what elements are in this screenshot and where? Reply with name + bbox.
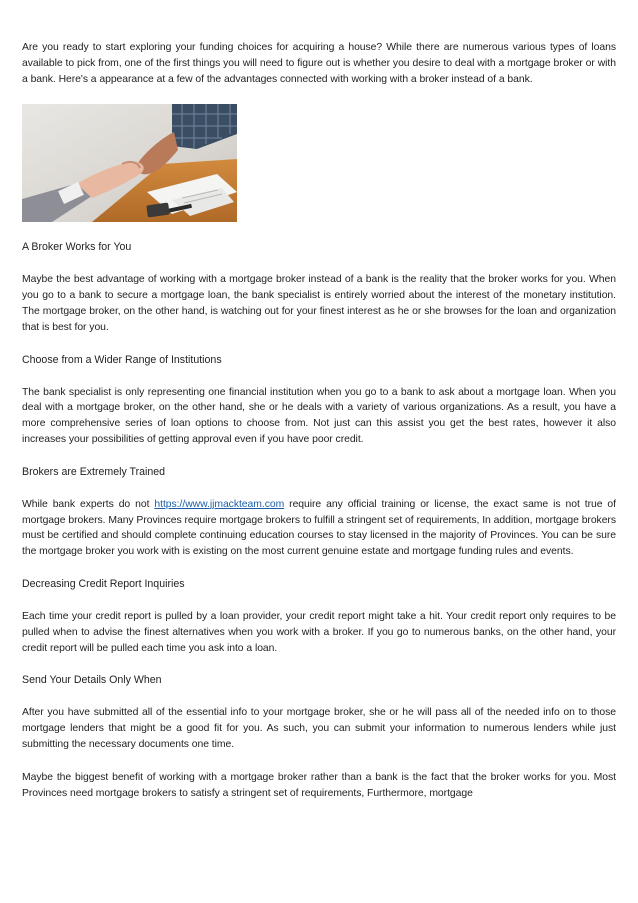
section-body-credit-inquiries: Each time your credit report is pulled by a loan provider, your credit report might take a hit. Your credit report only requires to be pulled when to advise the finest alternatives when you work with a broker. If you go to numerous banks, on the other hand, your credit report will be pulled each time you ask into a loan. [22, 610, 616, 654]
section-heading-trained: Brokers are Extremely Trained [22, 465, 166, 478]
body-text-after-link: require any official training or license, the exact same is not true of mortgage brokers. Many Provinces require mortgage brokers to fulfill a stringent set of requirements, In addition, mortgage brokers must be certified and should complete continuing education courses to stay licensed in the majority of Provinces. You can be sure the mortgage broker you work with is existing on the most current genuine estate and mortgage funding rules and events. [22, 498, 616, 558]
section-body-broker-works: Maybe the best advantage of working with a mortgage broker instead of a bank is the reality that the broker works for you. When you go to a bank to secure a mortgage loan, the bank specialist is entirely worried about the interest of the monetary institution. The mortgage broker, on the other hand, is watching out for your finest interest as he or she browses for the loan and organization that is best for you. [22, 274, 616, 333]
closing-paragraph: Maybe the biggest benefit of working with a mortgage broker rather than a bank is the fact that the broker works for you. Most Provinces need mortgage brokers to satisfy a stringent set of requirements, Furthermore, mortgage [22, 771, 616, 799]
section-heading-credit-inquiries: Decreasing Credit Report Inquiries [22, 577, 185, 590]
section-heading-send-details: Send Your Details Only When [22, 674, 162, 687]
document-page [22, 40, 616, 801]
handshake-photo [22, 104, 237, 222]
section-body-wider-range: The bank specialist is only representing one financial institution when you go to a bank to ask about a mortgage loan. When you deal with a mortgage broker, on the other hand, she or he deals with a variety of various organizations. As a result, you have a more comprehensive series of loan options to choose from. Not just can this assist you get the best rates, however it also increases your possibilities of getting approval even if you have poor credit. [22, 386, 616, 445]
jjmackteam-link[interactable]: https://www.jjmackteam.com [154, 498, 285, 510]
section-heading-wider-range: Choose from a Wider Range of Institutions [22, 353, 222, 366]
section-heading-broker-works: A Broker Works for You [22, 241, 132, 254]
section-body-trained [22, 497, 616, 560]
intro-paragraph: Are you ready to start exploring your funding choices for acquiring a house? While there are numerous various types of loans available to pick from, one of the first things you will need to figure out is whether you desire to deal with a mortgage broker or with a bank. Here's a appearance at a few of the advantages connected with working with a broker instead of a bank. [22, 42, 616, 85]
section-body-send-details: After you have submitted all of the essential info to your mortgage broker, she or he will pass all of the needed info on to those mortgage lenders that might be a good fit for you. As such, you can submit your information to numerous lenders while just submitting the necessary documents one time. [22, 707, 616, 750]
body-text-before-link: While bank experts do not [22, 498, 155, 510]
